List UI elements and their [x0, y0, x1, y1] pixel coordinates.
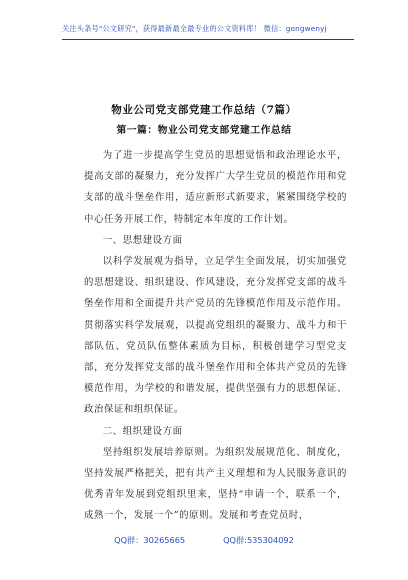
header-banner: 关注头条号"公文研究"，获得最新最全最专业的公文资料库！ 微信：gongwenyj	[62, 24, 327, 33]
document-body	[84, 145, 347, 527]
section-heading: 第一篇：物业公司党支部党建工作总结	[116, 125, 292, 136]
subsection-heading: 一、思想建设方面	[102, 234, 183, 246]
document-title: 物业公司党支部党建工作总结（7篇）	[111, 104, 297, 116]
footer-qq-group-1: QQ群：30265665	[114, 535, 186, 545]
header-divider	[62, 39, 354, 40]
footer-contacts	[0, 535, 408, 546]
footer-qq-group-2: QQ群:535304092	[223, 535, 294, 545]
body-paragraph: 为了进一步提高学生党员的思想觉悟和政治理论水平，提高支部的凝聚力，充分发挥广大学生党员的模范作用和党支部的战斗堡垒作用，适应新形式新要求，紧紧围绕学校的中心任务开展工作，特制定本年度的工作计划。	[84, 150, 347, 225]
body-paragraph: 以科学发展观为指导，立足学生全面发展，切实加强党的思想建设、组织建设、作风建设，充分发挥党支部的战斗堡垒作用和全面提升共产党员的先锋模范作用及示范作用。贯彻落实科学发展观，以提高党组织的凝聚力、战斗力和干部队伍、党员队伍整体素质为目标，积极创建学习型党支部，充分发挥党支部的战斗堡垒作用和全体共产党员的先锋模范作用，为学校的和谐发展，提供坚强有力的思想保证、政治保证和组织保证。	[84, 256, 347, 416]
subsection-heading: 二、组织建设方面	[102, 425, 183, 437]
body-paragraph: 坚持组织发展培养原则。为组织发展规范化、制度化，坚持发展严格把关，把有共产主义理想和为人民服务意识的优秀青年发展到党组织里来，坚持“申请一个，联系一个，成熟一个，发展一个”的原则。发展和考查党员时，	[84, 446, 347, 522]
